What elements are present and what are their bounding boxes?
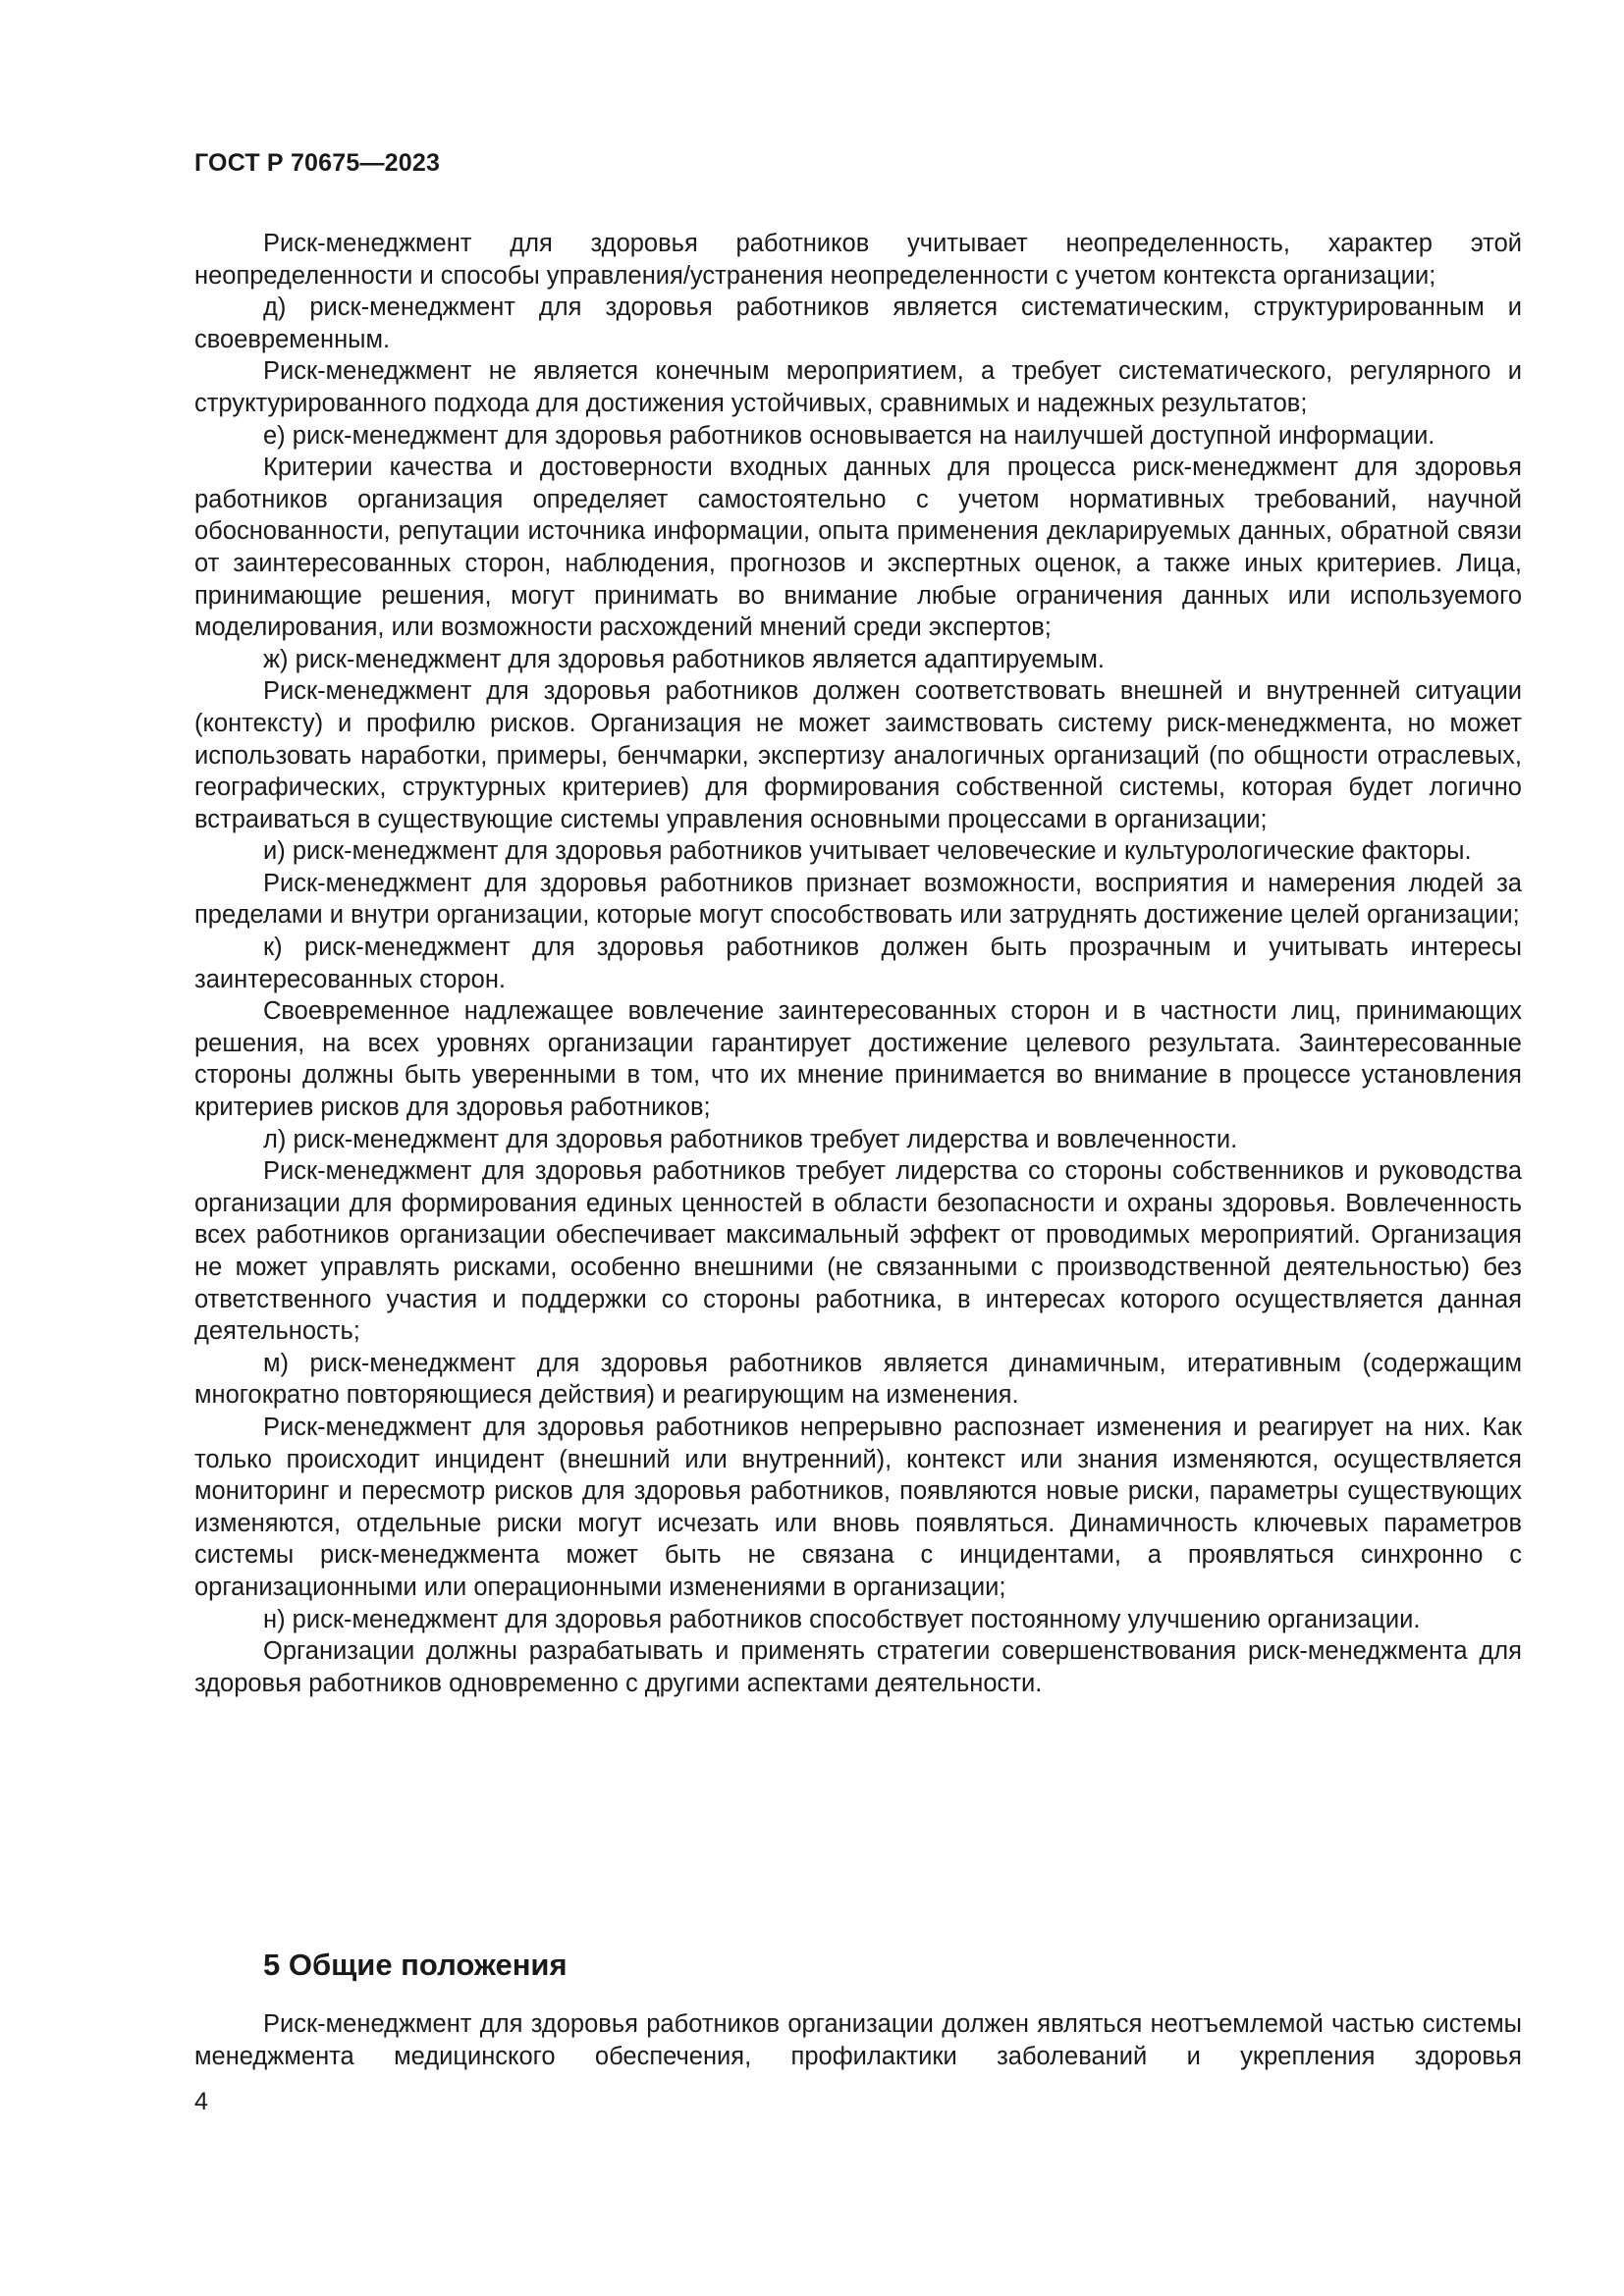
list-item: л) риск-менеджмент для здоровья работников требует лидерства и вовлеченности. (263, 1125, 1238, 1153)
paragraph: Риск-менеджмент для здоровья работников организации должен являться неотъемлемой частью системы менеджмента медицинского обеспечения, профилактики заболеваний и укрепления здоровья (194, 2010, 1522, 2070)
section-body (194, 2008, 1522, 2072)
list-item: ж) риск-менеджмент для здоровья работников является адаптируемым. (263, 645, 1105, 673)
paragraph: Риск-менеджмент не является конечным мероприятием, а требует систематического, регулярного и структурированного подхода для достижения устойчивых, сравнимых и надежных результатов; (194, 357, 1522, 417)
paragraph: Риск-менеджмент для здоровья работников непрерывно распознает изменения и реагирует на них. Как только происходит инцидент (внешний или внутренний), контекст или знания изменяются, осуществляется мониторинг и пересмотр рисков для здоровья работников, появляются новые риски, параметры существующих изменяются, отдельные риски могут исчезать или вновь появляться. Динамичность ключевых параметров системы риск-менеджмента может быть не связана с инцидентами, а проявляться синхронно с организационными или операционными изменениями в организации; (194, 1413, 1522, 1601)
list-item: е) риск-менеджмент для здоровья работников основывается на наилучшей доступной информации. (263, 421, 1435, 450)
paragraph: Организации должны разрабатывать и применять стратегии совершенствования риск-менеджмента для здоровья работников одновременно с другими аспектами деятельности. (194, 1637, 1522, 1697)
list-item: к) риск-менеджмент для здоровья работников должен быть прозрачным и учитывать интересы заинтересованных сторон. (194, 934, 1522, 993)
body-text (194, 228, 1522, 1699)
list-item: н) риск-менеджмент для здоровья работников способствует постоянному улучшению организации. (263, 1605, 1421, 1633)
paragraph: Риск-менеджмент для здоровья работников учитывает неопределенность, характер этой неопределенности и способы управления/устранения неопределенности с учетом контекста организации; (194, 230, 1522, 290)
document-header: ГОСТ Р 70675—2023 (194, 149, 441, 177)
list-item: д) риск-менеджмент для здоровья работников является систематическим, структурированным и своевременным. (194, 294, 1522, 353)
paragraph: Критерии качества и достоверности входных данных для процесса риск-менеджмент для здоровья работников организация определяет самостоятельно с учетом нормативных требований, научной обоснованности, репутации источника информации, опыта применения декларируемых данных, обратной связи от заинтересованных сторон, наблюдения, прогнозов и экспертных оценок, а также иных критериев. Лица, принимающие решения, могут принимать во внимание любые ограничения данных или используемого моделирования, или возможности расхождений мнений среди экспертов; (194, 454, 1522, 642)
paragraph: Риск-менеджмент для здоровья работников должен соответствовать внешней и внутренней ситуации (контексту) и профилю рисков. Организация не может заимствовать систему риск-менеджмента, но может использовать наработки, примеры, бенчмарки, экспертизу аналогичных организаций (по общности отраслевых, географических, структурных критериев) для формирования собственной системы, которая будет логично встраиваться в существующие системы управления основными процессами в организации; (194, 677, 1522, 833)
list-item: и) риск-менеджмент для здоровья работников учитывает человеческие и культурологические факторы. (263, 837, 1472, 866)
list-item: м) риск-менеджмент для здоровья работников является динамичным, итеративным (содержащим многократно повторяющиеся действия) и реагирующим на изменения. (194, 1349, 1522, 1410)
page-number: 4 (194, 2088, 208, 2115)
paragraph: Риск-менеджмент для здоровья работников признает возможности, восприятия и намерения людей за пределами и внутри организации, которые могут способствовать или затруднять достижение целей организации; (194, 869, 1522, 930)
paragraph: Риск-менеджмент для здоровья работников требует лидерства со стороны собственников и руководства организации для формирования единых ценностей в области безопасности и охраны здоровья. Вовлеченность всех работников организации обеспечивает максимальный эффект от проводимых мероприятий. Организация не может управлять рисками, особенно внешними (не связанными с производственной деятельностью) без ответственного участия и поддержки со стороны работника, в интересах которого осуществляется данная деятельность; (194, 1157, 1522, 1346)
paragraph: Своевременное надлежащее вовлечение заинтересованных сторон и в частности лиц, принимающих решения, на всех уровнях организации гарантирует достижение целевого результата. Заинтересованные стороны должны быть уверенными в том, что их мнение принимается во внимание в процессе установления критериев рисков для здоровья работников; (194, 997, 1522, 1122)
section-heading: 5 Общие положения (263, 1948, 568, 1982)
